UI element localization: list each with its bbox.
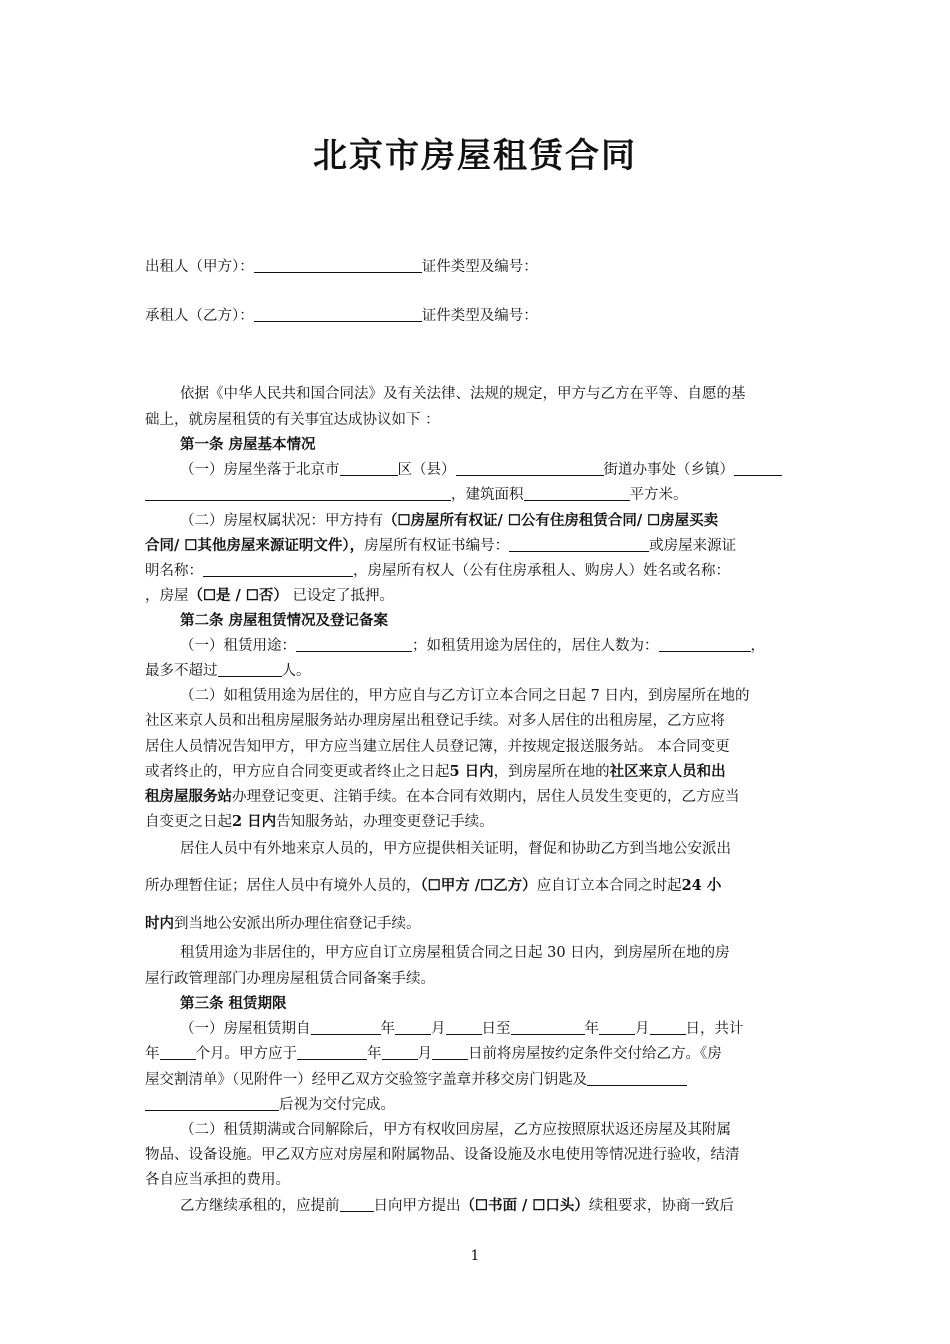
article-2-para-3-line-1: 居住人员中有外地来京人员的，甲方应提供相关证明，督促和协助乙方到当地公安派出 (180, 841, 731, 857)
article-1-heading: 第一条 房屋基本情况 (180, 436, 316, 453)
article-2-item-2-line-1: （二）如租赁用途为居住的，甲方应自与乙方订立本合同之日起 7 日内，到房屋所在地的 (180, 688, 750, 704)
article-2-para-3-line-3: 时内到当地公安派出所办理住宿登记手续。 (145, 915, 421, 932)
article-3-item-1-cont: 年 个月。甲方应于 年 月 日前将房屋按约定条件交付给乙方。《房 (145, 1046, 722, 1062)
article-2-item-1: （一）租赁用途： ；如租赁用途为居住的，居住人数为： ， (180, 638, 765, 654)
article-2-para-4-line-2: 屋行政管理部门办理房屋租赁合同备案手续。 (145, 971, 435, 987)
lessee-name-blank (254, 307, 422, 322)
article-1-item-2-cont-3: ，房屋（☐是 / ☐否） 已设定了抵押。 (145, 587, 394, 604)
article-2-para-3-line-2: 所办理暂住证；居住人员中有境外人员的，（☐甲方 /☐乙方）应自订立本合同之时起24 小 (145, 877, 722, 894)
lessor-line: 出租人（甲方）： 证件类型及编号： (145, 259, 538, 275)
article-1-item-1-cont: ，建筑面积 平方米。 (145, 482, 805, 508)
article-2-item-2-line-3: 居住人员情况告知甲方，甲方应当建立居住人员登记簿，并按规定报送服务站。 本合同变更 (145, 739, 730, 755)
article-1-item-2: （二）房屋权属状况：甲方持有（☐房屋所有权证/ ☐公有住房租赁合同/ ☐房屋买卖 (180, 512, 719, 529)
article-3-item-1-cont-3: 后视为交付完成。 (145, 1092, 805, 1118)
lessee-line: 承租人（乙方）： 证件类型及编号： (145, 308, 538, 324)
article-3-item-2-line-3: 各自应当承担的费用。 (145, 1172, 290, 1188)
page-title: 北京市房屋租赁合同 (313, 136, 637, 176)
lessor-name-blank (254, 258, 422, 273)
article-3-item-2-line-1: （二）租赁期满或合同解除后，甲方有权收回房屋，乙方应按照原状返还房屋及其附属 (180, 1122, 731, 1138)
article-3-renewal-line: 乙方继续承租的，应提前 日向甲方提出（☐书面 / ☐口头）续租要求，协商一致后 (180, 1197, 734, 1214)
page-number: 1 (470, 1248, 480, 1264)
article-1-item-1: （一）房屋坐落于北京市 区（县） 街道办事处（乡镇） (180, 457, 805, 483)
article-2-item-2-line-6: 自变更之日起2 日内告知服务站，办理变更登记手续。 (145, 813, 494, 830)
preamble-line-1: 依据《中华人民共和国合同法》及有关法律、法规的规定，甲方与乙方在平等、自愿的基 (180, 386, 746, 402)
article-3-item-1: （一）房屋租赁期自 年 月 日至 年 月 日，共计 (180, 1021, 744, 1037)
article-2-item-2-line-4: 或者终止的，甲方应自合同变更或者终止之日起5 日内，到房屋所在地的社区来京人员和出 (145, 763, 726, 780)
article-2-item-1-cont: 最多不超过 人。 (145, 663, 311, 679)
article-2-item-2-line-5: 租房屋服务站办理登记变更、注销手续。在本合同有效期内，居住人员发生变更的，乙方应当 (145, 788, 740, 805)
article-3-heading: 第三条 租赁期限 (180, 995, 287, 1012)
article-2-heading: 第二条 房屋租赁情况及登记备案 (180, 612, 389, 629)
article-1-item-2-cont-2: 明名称： ，房屋所有权人（公有住房承租人、购房人）姓名或名称： (145, 563, 730, 579)
article-2-item-2-line-2: 社区来京人员和出租房屋服务站办理房屋出租登记手续。对多人居住的出租房屋，乙方应将 (145, 713, 725, 729)
article-1-item-2-cont: 合同/ ☐其他房屋来源证明文件），房屋所有权证书编号： 或房屋来源证 (145, 537, 737, 554)
article-3-item-1-cont-2: 屋交割清单》（见附件一）经甲乙双方交验签字盖章并移交房门钥匙及 (145, 1067, 805, 1093)
article-3-item-2-line-2: 物品、设备设施。甲乙双方应对房屋和附属物品、设备设施及水电使用等情况进行验收，结清 (145, 1147, 740, 1163)
article-2-para-4-line-1: 租赁用途为非居住的，甲方应自订立房屋租赁合同之日起 30 日内，到房屋所在地的房 (180, 945, 730, 961)
preamble-line-2: 础上，就房屋租赁的有关事宜达成协议如下 ： (145, 412, 440, 428)
